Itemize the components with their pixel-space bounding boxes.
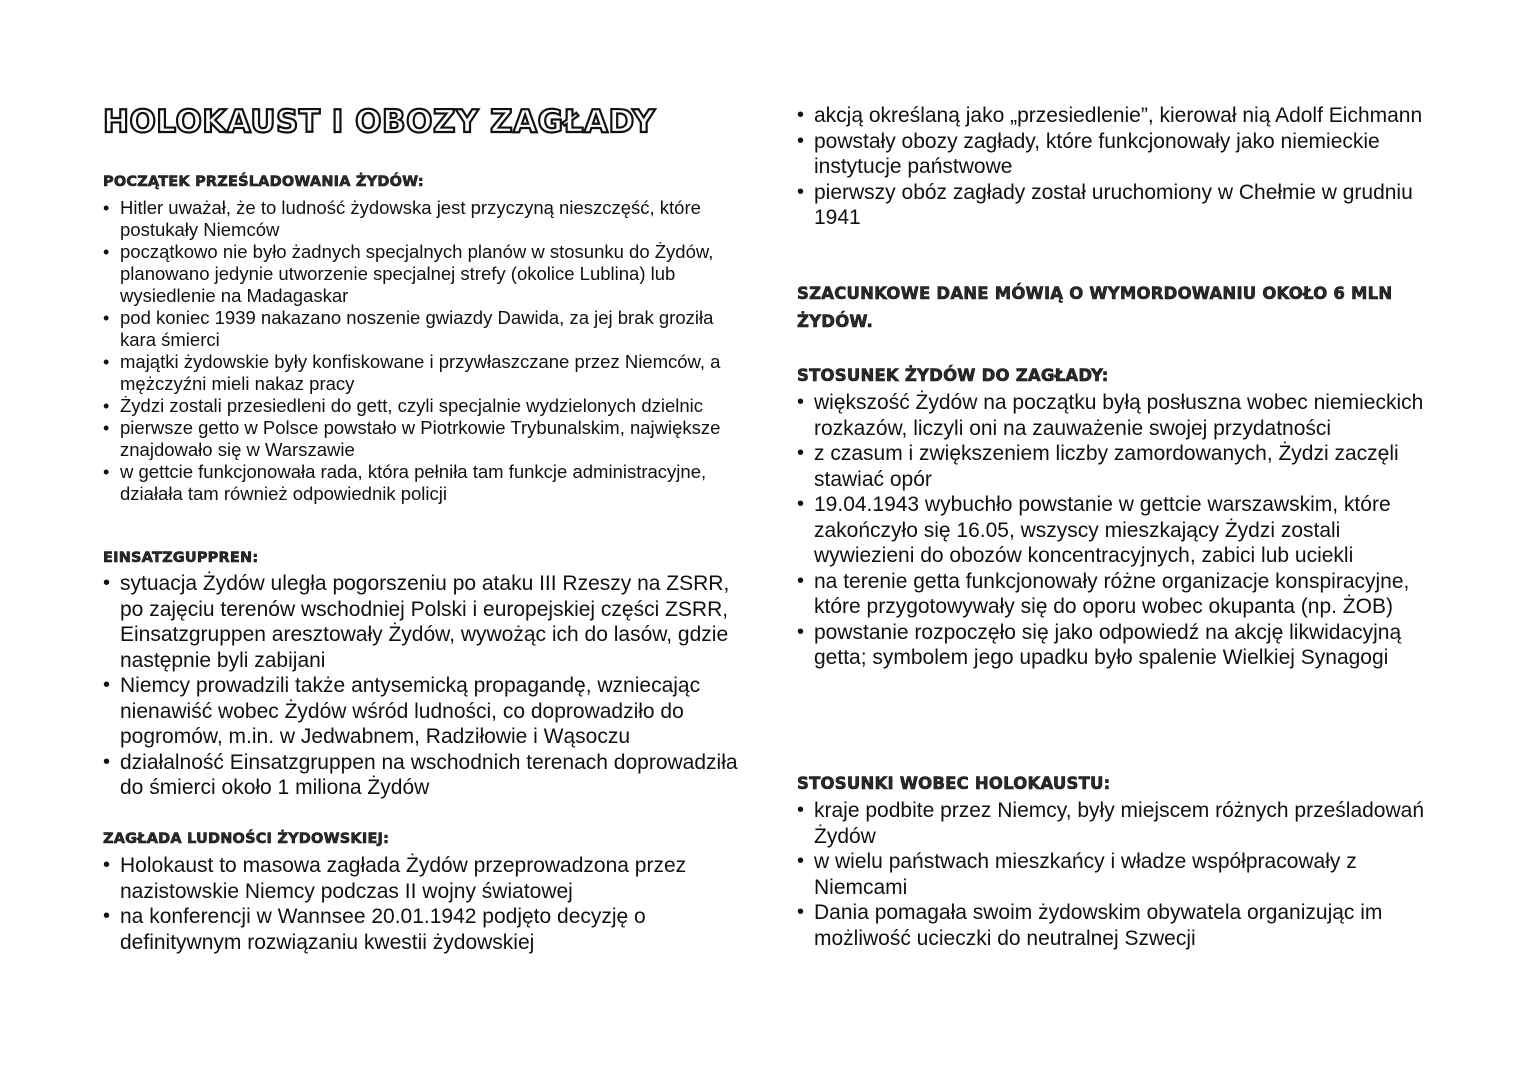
list-item: • w wielu państwach mieszkańcy i władze współpracowały z Niemcami [797, 850, 1357, 899]
bullet-icon: • [797, 104, 805, 126]
bullet-icon: • [103, 396, 110, 416]
bullet-icon: • [103, 242, 110, 262]
section-list-poczatek [103, 197, 723, 505]
list-item: • powstanie rozpoczęło się jako odpowiedź na akcję likwidacyjną getta; symbolem jego upadku było spalenie Wielkiej Synagogi [797, 620, 1402, 669]
section-heading-einsatzgruppen: EINSATZGUPPREN: [103, 550, 259, 566]
bullet-icon: • [797, 569, 805, 592]
bullet-icon: • [103, 198, 110, 218]
list-item: • na konferencji w Wannsee 20.01.1942 podjęto decyzję o definitywnym rozwiązaniu kwestii żydowskiej [103, 905, 646, 954]
bullet-icon: • [797, 901, 805, 923]
section-heading-zaglada: ZAGŁADA LUDNOŚCI ŻYDOWSKIEJ: [103, 831, 390, 847]
list-item: • Dania pomagała swoim żydowskim obywatela organizując im możliwość ucieczki do neutralnej Szwecji [797, 901, 1383, 950]
bullet-icon: • [797, 442, 805, 464]
section-heading-stosunki: STOSUNKI WOBEC HOLOKAUSTU: [797, 774, 1111, 793]
bullet-icon: • [103, 905, 111, 927]
list-item: • 19.04.1943 wybuchło powstanie w gettcie warszawskim, które zakończyło się 16.05, wszyscy mieszkający Żydzi zostali wywiezieni do obozów koncentracyjnych, zabici lub uciekli [797, 493, 1391, 567]
list-item: • działalność Einsatzgruppen na wschodnich terenach doprowadziła do śmierci około 1 miliona Żydów [103, 750, 738, 799]
page-title: HOLOKAUST I OBOZY ZAGŁADY [103, 104, 656, 140]
list-item: • Żydzi zostali przesiedleni do gett, czyli specjalnie wydzielonych dzielnic [103, 395, 704, 416]
bullet-icon: • [103, 418, 110, 438]
list-item: • w gettcie funkcjonowała rada, która pełniła tam funkcje administracyjne, działała tam również odpowiednik policji [103, 461, 707, 504]
bullet-icon: • [103, 750, 111, 773]
list-item: • Niemcy prowadzili także antysemicką propagandę, wzniecając nienawiść wobec Żydów wśród ludności, co doprowadziło do pogromów, m.in. w Jedwabnem, Radziłowie i Wąsoczu [103, 674, 701, 748]
list-item: • pod koniec 1939 nakazano noszenie gwiazdy Dawida, za jej brak groziła kara śmierci [103, 307, 714, 350]
section-heading-poczatek: POCZĄTEK PRZEŚLADOWANIA ŻYDÓW: [103, 174, 424, 190]
bullet-icon: • [103, 352, 110, 372]
section-list-stosunek [797, 390, 1437, 671]
list-item: • początkowo nie było żadnych specjalnych planów w stosunku do Żydów, planowano jedynie utworzenie specjalnej strefy (okolice Lublina) lub wysiedlenie na Madagaskar [103, 241, 714, 306]
list-item: • kraje podbite przez Niemcy, były miejscem różnych prześladowań Żydów [797, 799, 1425, 848]
statement-heading-line2: ŻYDÓW. [797, 312, 873, 331]
list-item: • majątki żydowskie były konfiskowane i przywłaszczane przez Niemców, a mężczyźni mieli nakaz pracy [103, 351, 721, 394]
section-list-einsatzgruppen [103, 571, 743, 801]
bullet-icon: • [103, 308, 110, 328]
bullet-icon: • [797, 799, 805, 821]
bullet-icon: • [103, 462, 110, 482]
list-item: • pierwsze getto w Polsce powstało w Piotrkowie Trybunalskim, największe znajdowało się w Warszawie [103, 417, 721, 460]
continued-list [797, 103, 1437, 231]
bullet-icon: • [797, 180, 805, 203]
bullet-icon: • [797, 493, 805, 515]
bullet-icon: • [103, 572, 111, 594]
bullet-icon: • [103, 854, 111, 876]
bullet-icon: • [797, 391, 805, 413]
list-item: • powstały obozy zagłady, które funkcjonowały jako niemieckie instytucje państwowe [797, 129, 1380, 178]
list-item: • na terenie getta funkcjonowały różne organizacje konspiracyjne, które przygotowywały się do oporu wobec okupanta (np. ŻOB) [797, 569, 1410, 618]
section-list-zaglada [103, 853, 743, 955]
bullet-icon: • [797, 850, 805, 872]
list-item: • akcją określaną jako „przesiedlenie”, kierował nią Adolf Eichmann [797, 104, 1423, 127]
list-item: • z czasum i zwiększeniem liczby zamordowanych, Żydzi zaczęli stawiać opór [797, 442, 1399, 491]
bullet-icon: • [797, 129, 805, 152]
list-item: • Hitler uważał, że to ludność żydowska jest przyczyną nieszczęść, które postukały Niemców [103, 197, 701, 240]
list-item: • pierwszy obóz zagłady został uruchomiony w Chełmie w grudniu 1941 [797, 180, 1413, 229]
section-list-stosunki [797, 798, 1437, 951]
bullet-icon: • [103, 674, 111, 696]
list-item: • Holokaust to masowa zagłada Żydów przeprowadzona przez nazistowskie Niemcy podczas II wojny światowej [103, 854, 687, 903]
statement-heading-line1: SZACUNKOWE DANE MÓWIĄ O WYMORDOWANIU OKOŁO 6 MLN [797, 284, 1393, 303]
section-heading-stosunek: STOSUNEK ŻYDÓW DO ZAGŁADY: [797, 366, 1109, 385]
list-item: • większość Żydów na początku byłą posłuszna wobec niemieckich rozkazów, liczyli oni na zauważenie swojej przydatności [797, 391, 1424, 440]
bullet-icon: • [797, 620, 805, 643]
list-item: • sytuacja Żydów uległa pogorszeniu po ataku III Rzeszy na ZSRR, po zajęciu terenów wschodniej Polski i europejskiej części ZSRR, Einsatzgruppen aresztowały Żydów, wywożąc ich do lasów, gdzie następnie byli zabijani [103, 572, 730, 672]
